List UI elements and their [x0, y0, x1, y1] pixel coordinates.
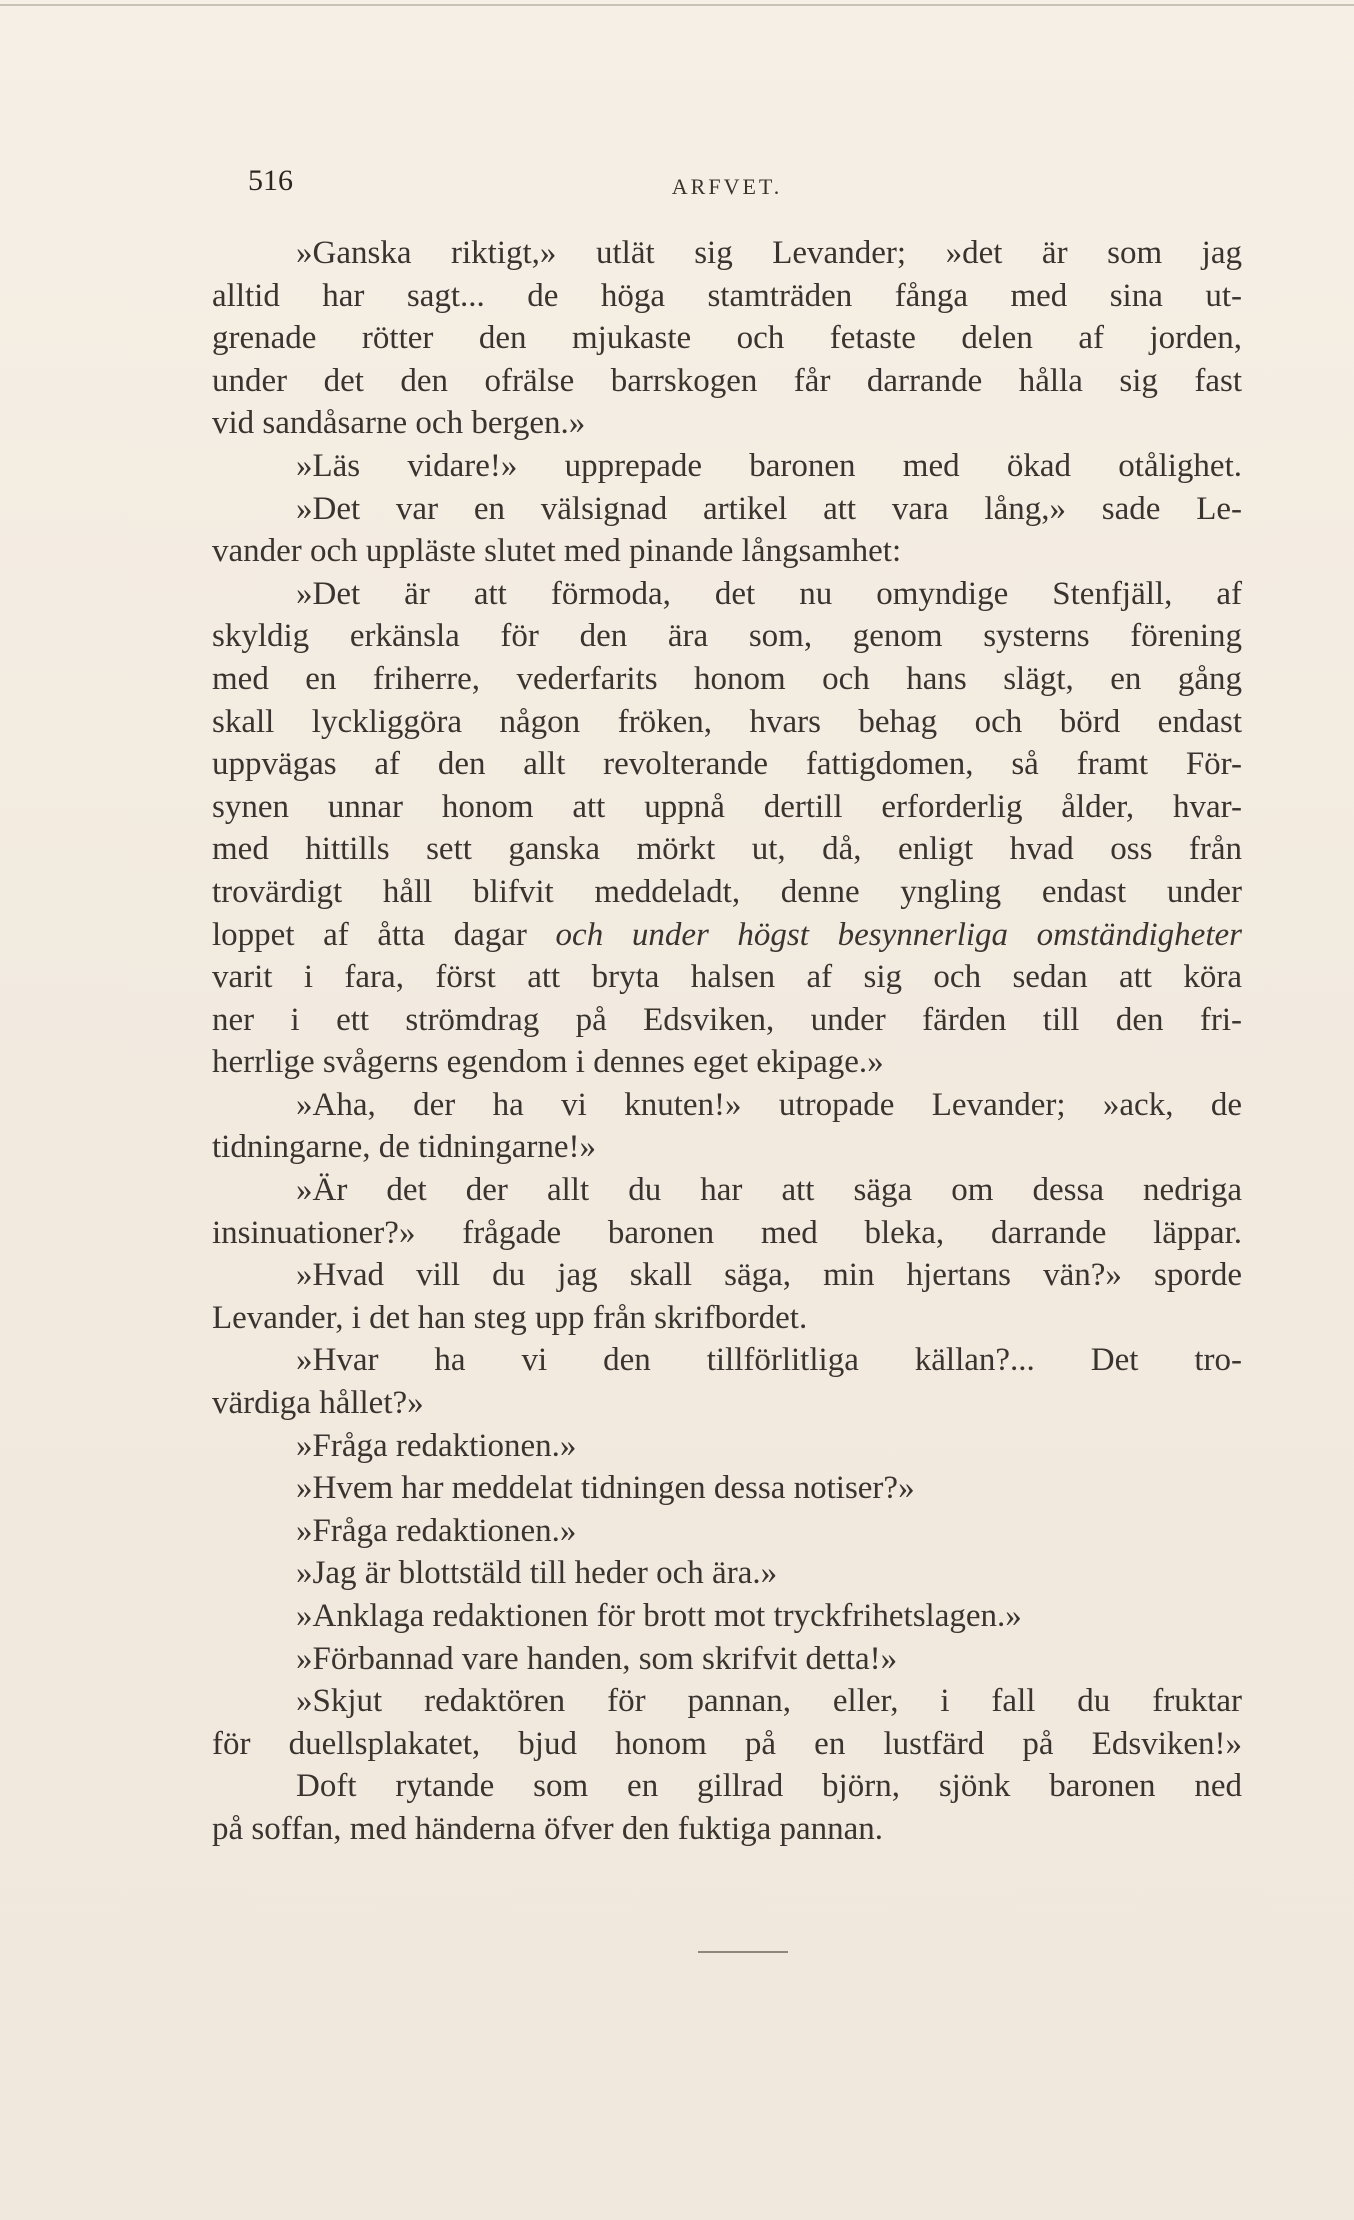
text-line	[212, 1765, 1242, 1808]
body-text	[212, 232, 1242, 1851]
text-line	[212, 1041, 1242, 1084]
text-line	[212, 530, 1242, 573]
text-line	[212, 1169, 1242, 1212]
text-line-content: »Skjut redaktören för pannan, eller, i fall du fruktar	[296, 1683, 1242, 1720]
text-line	[212, 1084, 1242, 1127]
page-header	[212, 160, 1242, 200]
text-line-content: alltid har sagt... de höga stamträden fånga med sina ut-	[212, 277, 1242, 314]
page-number: 516	[248, 164, 293, 197]
text-line-content: Doft rytande som en gillrad björn, sjönk baronen ned	[296, 1768, 1242, 1805]
italic-phrase: och under högst besynnerliga omständigheter	[555, 916, 1242, 953]
text-line	[212, 1467, 1242, 1510]
text-line	[212, 1126, 1242, 1169]
text-line-content: insinuationer?» frågade baronen med bleka, darrande läppar.	[212, 1214, 1242, 1251]
text-line-content: ner i ett strömdrag på Edsviken, under färden till den fri-	[212, 1001, 1242, 1038]
text-line	[212, 914, 1242, 957]
text-line	[212, 615, 1242, 658]
text-line-content: »Ganska riktigt,» utlät sig Levander; »det är som jag	[296, 235, 1242, 271]
text-line-content: »Hvad vill du jag skall säga, min hjertans vän?» sporde	[296, 1257, 1242, 1294]
top-edge-rule	[0, 4, 1354, 6]
text-line-content: skall lyckliggöra någon fröken, hvars behag och börd endast	[212, 703, 1242, 740]
running-head: ARFVET.	[671, 174, 783, 199]
text-line-content: under det den ofrälse barrskogen får darrande hålla sig fast	[212, 362, 1242, 399]
text-line	[212, 1552, 1242, 1595]
text-line-content: skyldig erkänsla för den ära som, genom systerns förening	[212, 618, 1242, 655]
text-line-content: »Det är att förmoda, det nu omyndige Stenfjäll, af	[296, 575, 1242, 612]
text-line-content: Levander, i det han steg upp från skrifbordet.	[212, 1299, 808, 1336]
text-line	[212, 956, 1242, 999]
text-line	[212, 1339, 1242, 1382]
footer-rule	[698, 1951, 788, 1953]
text-line-content: med en friherre, vederfarits honom och hans slägt, en gång	[212, 660, 1242, 697]
text-line	[212, 828, 1242, 871]
text-line-content: med hittills sett ganska mörkt ut, då, enligt hvad oss från	[212, 831, 1242, 868]
text-line	[212, 658, 1242, 701]
text-line-content: vid sandåsarne och bergen.»	[212, 405, 586, 442]
text-line	[212, 402, 1242, 445]
text-line	[212, 1723, 1242, 1766]
text-line-content: loppet af åtta dagar	[212, 916, 556, 953]
text-line	[212, 1680, 1242, 1723]
text-line	[212, 871, 1242, 914]
text-line-content: »Aha, der ha vi knuten!» utropade Levander; »ack, de	[296, 1086, 1242, 1123]
text-line-content: »Är det der allt du har att säga om dessa nedriga	[296, 1172, 1242, 1209]
text-line-content: »Jag är blottstäld till heder och ära.»	[296, 1555, 778, 1592]
text-line	[212, 445, 1242, 488]
text-line-content: »Hvar ha vi den tillförlitliga källan?... Det tro-	[296, 1342, 1242, 1379]
text-line	[212, 317, 1242, 360]
text-line	[212, 232, 1242, 275]
text-line	[212, 1212, 1242, 1255]
text-line	[212, 573, 1242, 616]
text-line-content: »Förbannad vare handen, som skrifvit detta!»	[296, 1640, 898, 1677]
text-line	[212, 1425, 1242, 1468]
text-line-content: »Det var en välsignad artikel att vara lång,» sade Le-	[296, 490, 1242, 527]
text-line	[212, 488, 1242, 531]
text-line-content: »Fråga redaktionen.»	[296, 1512, 577, 1549]
text-line	[212, 360, 1242, 403]
text-line	[212, 743, 1242, 786]
text-line-content: »Hvem har meddelat tidningen dessa notiser?»	[296, 1470, 915, 1507]
text-line-content: synen unnar honom att uppnå dertill erforderlig ålder, hvar-	[212, 788, 1242, 825]
text-line	[212, 275, 1242, 318]
text-line	[212, 1382, 1242, 1425]
text-line-content: trovärdigt håll blifvit meddeladt, denne yngling endast under	[212, 873, 1242, 910]
text-line-content: »Läs vidare!» upprepade baronen med ökad otålighet.	[296, 447, 1242, 484]
text-line	[212, 1595, 1242, 1638]
text-line-content: uppvägas af den allt revolterande fattigdomen, så framt För-	[212, 746, 1242, 783]
text-line	[212, 999, 1242, 1042]
text-line	[212, 1297, 1242, 1340]
text-line-content: »Anklaga redaktionen för brott mot tryckfrihetslagen.»	[296, 1598, 1022, 1634]
text-line-content: varit i fara, först att bryta halsen af sig och sedan att köra	[212, 959, 1242, 996]
text-line-content: »Fråga redaktionen.»	[296, 1427, 577, 1464]
text-line	[212, 1638, 1242, 1681]
text-line	[212, 701, 1242, 744]
text-line	[212, 1254, 1242, 1297]
text-line-content: på soffan, med händerna öfver den fuktiga pannan.	[212, 1810, 884, 1847]
text-line-content: värdiga hållet?»	[212, 1385, 424, 1422]
text-line	[212, 1808, 1242, 1851]
text-line-content: för duellsplakatet, bjud honom på en lustfärd på Edsviken!»	[212, 1725, 1242, 1762]
text-line-content: herrlige svågerns egendom i dennes eget ekipage.»	[212, 1044, 884, 1081]
text-line	[212, 786, 1242, 829]
text-line-content: grenade rötter den mjukaste och fetaste delen af jorden,	[212, 320, 1242, 357]
text-line-content: vander och uppläste slutet med pinande långsamhet:	[212, 533, 902, 570]
text-line	[212, 1510, 1242, 1553]
text-line-content: tidningarne, de tidningarne!»	[212, 1129, 596, 1166]
